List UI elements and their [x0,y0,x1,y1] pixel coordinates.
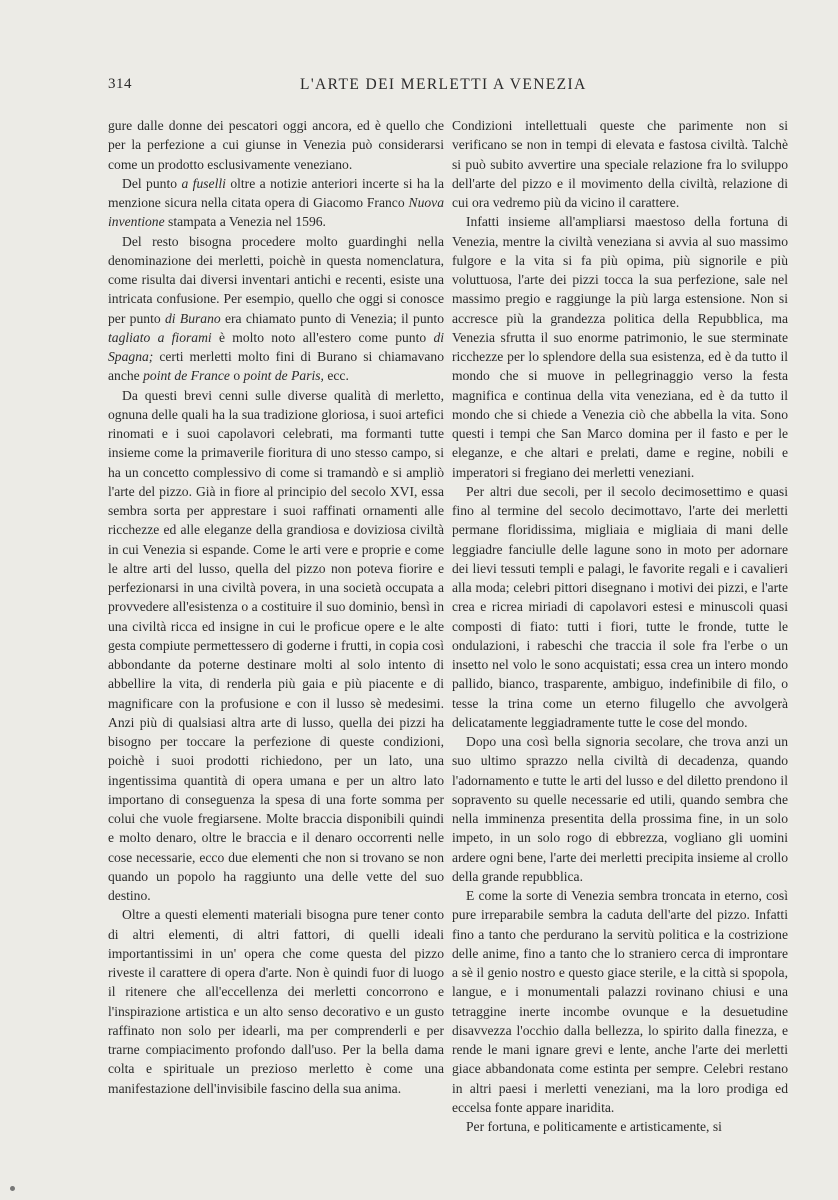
paragraph: Oltre a questi elementi materiali bisogna pure tener conto di altri elementi, di altri fattori, di quelli ideali importantissimi in un' opera che come questa del pizzo riveste il carattere di opera d'arte. Non è quindi fuor di luogo il ritenere che all'eccellenza dei merletti concorrono e l'inspirazione artistica e un alto senso decorativo e un gusto raffinato non solo per idearli, ma per comprenderli e per trarne compiacimento profondo dall'uso. Per la bella dama colta e spirituale un prezioso merletto è come una manifestazione dell'invisibile fascino della sua anima. [108,907,444,1096]
paragraph: Del resto bisogna procedere molto guardinghi nella denominazione dei merletti, poichè in questa nomenclatura, come risulta dai diversi inventari antichi e recenti, esiste una intricata confusione. Per esempio, quello che oggi si conosce per punto di Burano era chiamato punto di Venezia; il punto tagliato a fiorami è molto noto all'estero come punto di Spagna; certi merletti molto fini di Burano si chiamavano anche point de France o point de Paris, ecc. [108,233,445,384]
paragraph: Per altri due secoli, per il secolo decimosettimo e quasi fino al termine del secolo decimottavo, l'arte dei merletti permane floridissima, migliaia e migliaia di mani delle leggiadre fanciulle delle lagune sono in moto per adornare dei lievi tessuti templi e palagi, le favorite regali e i cavalieri alla moda; celebri pittori disegnano i motivi dei pizzi, e l'arte crea e ricrea miriadi di capolavori estesi e minuscoli quasi composti di fiato: tutti i fiori, tutte le fronde, tutte le ondulazioni, i rabeschi che traccia il sole fra l'erbe o un insetto nel volo le sono acquistati; essa crea un intero mondo pallido, bianco, trasparente, ambiguo, indefinibile di filo, o tesse la trina come un eterno filugello che avvolgerà delicatamente leggiadramente tutte le cose del mondo. [452,483,788,730]
paragraph: Del punto a fuselli oltre a notizie anteriori incerte si ha la menzione sicura nella citata opera di Giacomo Franco Nuova inventione stampata a Venezia nel 1596. [108,175,444,230]
paragraph: Dopo una così bella signoria secolare, che trova anzi un suo ultimo sprazzo nella civiltà di decadenza, quando l'adornamento e tutte le arti del lusso e del diletto prendono il sopravento su quelle necessarie ed utili, quando sembra che nella imminenza presentita della prossima fine, in un solo impeto, in un solo rogo di ebbrezza, vogliano gli uomini ardere ogni bene, l'arte dei merletti precipita insieme al crollo della grande repubblica. [452,734,788,884]
paragraph: Condizioni intellettuali queste che parimente non si verificano se non in tempi di elevata e fastosa civiltà. Talchè si può subito avvertire una speciale relazione fra lo sviluppo dell'arte del pizzo e il movimento della civiltà, relazione di cui ora vedremo più da vicino il carattere. [452,118,788,210]
paragraph: Infatti insieme all'ampliarsi maestoso della fortuna di Venezia, mentre la civiltà veneziana si avvia al suo massimo fulgore e la vita si fa più opima, più signorile e più voluttuosa, l'arte dei pizzi tocca la sua perfezione, sale nel massimo pregio e raggiunge la più larga estensione. Non si accresce più la grandezza politica della Repubblica, ma Venezia sfrutta il suo enorme patrimonio, le sue sterminate ricchezze per lo splendore della sua esistenza, ed è da tutto il mondo che si muove in pellegrinaggio verso la festa magnifica e continua della vita veneziana, ed è da tutto il mondo che si chiede a Venezia ciò che abbella la vita. Sono questi i tempi che San Marco domina per il fasto e per le eleganze, e che altari e prelati, dame e regine, nobili e imperatori si fregiano dei merletti veneziani. [452,214,788,480]
right-column [452,116,788,1136]
paper-speck [10,1186,15,1191]
paragraph: Da questi brevi cenni sulle diverse qualità di merletto, ognuna delle quali ha la sua tradizione gloriosa, i suoi artefici rinomati e i suoi capolavori celebrati, ma formanti tutte insieme come la primaverile fioritura di uno stesso campo, si ha un concetto complessivo di come si tramandò e si ampliò l'arte del pizzo. Già in fiore al principio del secolo XVI, essa sembra sorta per apprestare i suoi raffinati ornamenti alle ricchezze ed alle eleganze della grandiosa e doviziosa civiltà in cui Venezia si espande. Come le arti vere e proprie e come le altre arti del lusso, quella del pizzo non poteva fiorire e perfezionarsi in una civiltà povera, in una società occupata a provvedere all'esistenza o a costituire il suo dominio, bensì in una civiltà ricca ed insigne in cui le proficue opere e le alte gesta compiute permettessero di goderne i frutti, in copia così abbondante da poterne destinare molti al solo intento di abbellire la vita, di renderla più gaia e più piacente e di magnificare con la profusione e con il lusso sè medesimi. Anzi più di qualsiasi altra arte di lusso, quella dei pizzi ha bisogno per toccare la perfezione di queste condizioni, poichè i suoi prodotti richiedono, per un lato, una ingentissima quantità di opera umana e per un altro lato importano di conseguenza la spesa di una forte somma per colui che vuole fregiarsene. Molte braccia disponibili quindi e molto denaro, oltre le braccia e il denaro occorrenti nelle cose necessarie, ecco due elementi che non si trovano se non quando un popolo ha raggiunto una delle vette del suo destino. [108,387,444,903]
running-title: L'ARTE DEI MERLETTI A VENEZIA [300,76,587,93]
paragraph: E come la sorte di Venezia sembra troncata in eterno, così pure irreparabile sembra la caduta dell'arte del pizzo. Infatti fino a tanto che perdurano la servitù politica e la costrizione delle anime, fino a tanto che lo straniero cerca di improntare a sè il genio nostro e questo giace sterile, e la città si spopola, langue, e i monumentali palazzi rovinano chiusi e una tetraggine inerte incombe ovunque e la desuetudine disavvezza l'occhio dalla bellezza, lo spirito dalla finezza, e rende le mani ignare grevi e lente, anche l'arte dei merletti giace abbandonata come estinta per sempre. Celebri restano in altri paesi i merletti veneziani, ma la loro prodiga ed eccelsa fonte appare inaridita. [452,888,788,1115]
left-column [108,116,444,1098]
paragraph: gure dalle donne dei pescatori oggi ancora, ed è quello che per la perfezione a cui giunse in Venezia può considerarsi come un prodotto esclusivamente veneziano. [108,118,444,172]
paragraph: Per fortuna, e politicamente e artisticamente, si [466,1119,722,1134]
page-number: 314 [108,76,132,92]
